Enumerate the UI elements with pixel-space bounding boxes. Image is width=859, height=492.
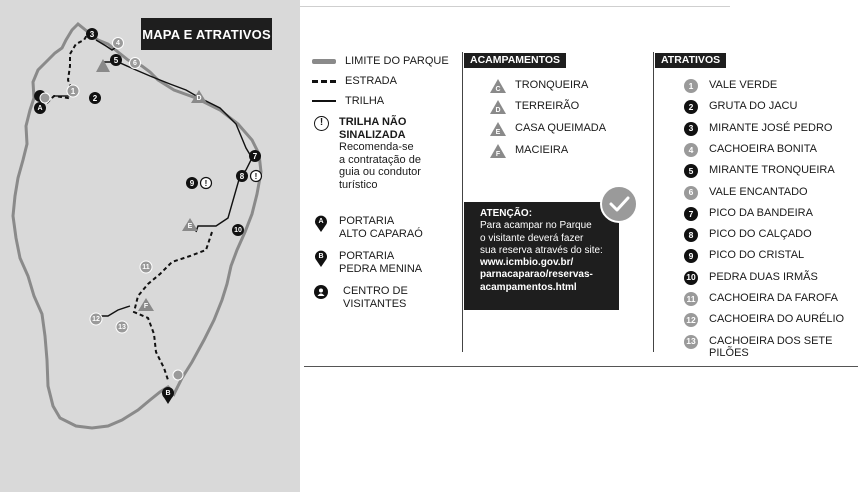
attraction-label: PICO DA BANDEIRA <box>709 206 813 219</box>
attraction-label: CACHOEIRA DOS SETE PILÕES <box>709 334 833 360</box>
marker-label-5: 5 <box>113 55 119 65</box>
gate-a-icon <box>314 215 328 233</box>
camp-e-icon-letter: E <box>495 129 501 136</box>
attraction-label: VALE VERDE <box>709 79 778 91</box>
camp-item-d <box>490 100 579 114</box>
attraction-number-icon: 9 <box>684 249 698 263</box>
warning-icon-9: ! <box>204 178 208 188</box>
gate-a-line2: ALTO CAPARAÓ <box>339 227 423 240</box>
camp-label-f: F <box>143 302 149 310</box>
attraction-item-3 <box>684 122 832 136</box>
marker-label-12: 12 <box>92 315 100 323</box>
trail-swatch <box>312 100 336 102</box>
warning-icon-8: ! <box>254 171 258 181</box>
attraction-item-1 <box>684 79 777 93</box>
visitor-center-icon <box>314 285 328 299</box>
legend-park-limit <box>312 55 449 68</box>
attraction-number-icon: 7 <box>684 207 698 221</box>
marker-label-1: 1 <box>70 86 76 96</box>
attraction-number-icon: 8 <box>684 228 698 242</box>
attraction-item-13 <box>684 335 858 360</box>
camp-f-label: MACIEIRA <box>515 144 569 156</box>
attraction-number-icon: 12 <box>684 313 698 327</box>
attraction-number-icon: 3 <box>684 122 698 136</box>
map-drawing <box>0 0 300 492</box>
attraction-number-icon: 1 <box>684 79 698 93</box>
attraction-label: MIRANTE TRONQUEIRA <box>709 164 835 177</box>
attraction-item-6 <box>684 186 808 200</box>
check-icon <box>600 185 638 223</box>
reservation-link-1[interactable]: www.icmbio.gov.br/ <box>480 257 574 269</box>
map-title: MAPA E ATRATIVOS <box>141 18 272 50</box>
attractions-header: ATRATIVOS <box>655 53 726 68</box>
column-divider-2 <box>653 52 654 352</box>
camp-e-icon <box>490 122 506 136</box>
attraction-label: GRUTA DO JACU <box>709 100 798 113</box>
reservation-link-3[interactable]: acampamentos.html <box>480 281 577 293</box>
camp-d-icon <box>490 100 506 114</box>
unmarked-trail-note-4: turístico <box>339 178 378 191</box>
gate-a-icon-letter: A <box>318 218 324 225</box>
camp-label-c <box>97 62 109 72</box>
park-limit-swatch <box>312 59 336 64</box>
attraction-label: CACHOEIRA BONITA <box>709 142 817 155</box>
attraction-item-8 <box>684 228 812 242</box>
visitor-center-b <box>173 370 183 380</box>
visitor-center-line1: CENTRO DE <box>343 285 408 297</box>
unmarked-trail-note-2: a contratação de <box>339 153 421 166</box>
gate-label-a: A <box>37 104 43 112</box>
camp-c-icon <box>490 79 506 93</box>
trail-label: TRILHA <box>345 95 385 107</box>
park-limit-label: LIMITE DO PARQUE <box>345 55 449 67</box>
attraction-label: VALE ENCANTADO <box>709 185 808 198</box>
attraction-number-icon: 2 <box>684 100 698 114</box>
marker-label-3: 3 <box>89 29 95 39</box>
attraction-label: PICO DO CALÇADO <box>709 228 812 241</box>
attraction-number-icon: 5 <box>684 164 698 178</box>
camp-item-e <box>490 122 606 136</box>
camps-header: ACAMPAMENTOS <box>464 53 566 68</box>
gate-a-line1: PORTARIA <box>339 215 395 227</box>
attraction-label: CACHOEIRA DO AURÉLIO <box>709 313 845 326</box>
legend-panel <box>304 48 858 367</box>
marker-label-8: 8 <box>239 171 245 181</box>
camp-item-f <box>490 144 568 158</box>
gate-b-line2: PEDRA MENINA <box>339 262 423 275</box>
attraction-item-4 <box>684 143 817 157</box>
camp-d-label: TERREIRÃO <box>515 100 580 112</box>
unmarked-trail-note-1: Recomenda-se <box>339 141 414 153</box>
attraction-item-7 <box>684 207 813 221</box>
marker-label-9: 9 <box>189 178 195 188</box>
attention-box <box>464 202 619 310</box>
camp-f-icon-letter: F <box>495 151 501 158</box>
attraction-label: PEDRA DUAS IRMÃS <box>709 270 818 283</box>
trail-path <box>104 62 252 232</box>
camp-d-icon-letter: D <box>495 107 501 114</box>
attraction-item-5 <box>684 164 835 178</box>
park-boundary <box>13 24 261 428</box>
park-map[interactable] <box>0 0 300 492</box>
camp-item-c <box>490 79 588 93</box>
legend-unmarked-trail <box>314 116 421 191</box>
camp-e-label: CASA QUEIMADA <box>515 122 607 134</box>
legend-gate-a <box>314 215 423 240</box>
attraction-item-11 <box>684 292 838 306</box>
road-swatch <box>312 80 336 83</box>
attraction-label: MIRANTE JOSÉ PEDRO <box>709 121 833 134</box>
unmarked-trail-note-3: guia ou condutor <box>339 166 421 178</box>
attraction-item-2 <box>684 100 797 114</box>
attention-line1: Para acampar no Parque <box>480 220 592 232</box>
camp-label-e: E <box>187 222 193 230</box>
attraction-item-9 <box>684 249 804 263</box>
attraction-number-icon: 6 <box>684 186 698 200</box>
gate-b-icon <box>314 250 328 268</box>
camp-c-label: TRONQUEIRA <box>515 79 589 91</box>
attraction-label: CACHOEIRA DA FAROFA <box>709 292 838 304</box>
gate-b-line1: PORTARIA <box>339 250 395 262</box>
attraction-item-10 <box>684 271 818 285</box>
road-label: ESTRADA <box>345 75 397 87</box>
marker-label-6: 6 <box>133 59 137 67</box>
attraction-item-12 <box>684 313 844 327</box>
column-divider-1 <box>462 52 463 352</box>
attraction-number-icon: 13 <box>684 335 698 349</box>
attraction-number-icon: 10 <box>684 271 698 285</box>
camp-c-icon-letter: C <box>495 86 501 93</box>
unmarked-trail-title-1: TRILHA NÃO <box>339 116 407 128</box>
divider <box>300 6 730 7</box>
camp-f-icon <box>490 144 506 158</box>
legend-gate-b <box>314 250 422 275</box>
warning-icon: ! <box>314 116 329 131</box>
marker-label-7: 7 <box>252 151 258 161</box>
reservation-link-2[interactable]: parnacaparao/reservas- <box>480 269 593 281</box>
camp-label-d: D <box>196 94 202 102</box>
attention-line3: sua reserva através do site: <box>480 244 603 256</box>
attraction-number-icon: 11 <box>684 292 698 306</box>
marker-label-10: 10 <box>234 226 242 234</box>
unmarked-trail-title-2: SINALIZADA <box>339 128 406 141</box>
legend-visitor-center <box>314 285 408 310</box>
attraction-label: PICO DO CRISTAL <box>709 249 805 262</box>
legend-trail <box>312 95 384 108</box>
attraction-number-icon: 4 <box>684 143 698 157</box>
visitor-center-line2: VISITANTES <box>343 297 407 310</box>
marker-label-13: 13 <box>118 323 126 331</box>
marker-label-11: 11 <box>142 263 150 271</box>
gate-b-icon-letter: B <box>318 253 324 260</box>
gate-label-b: B <box>165 389 171 397</box>
legend-road <box>312 75 397 88</box>
marker-label-2: 2 <box>92 93 98 103</box>
attention-title: ATENÇÃO: <box>480 208 533 219</box>
attention-line2: o visitante deverá fazer <box>480 232 584 244</box>
marker-label-4: 4 <box>116 39 120 47</box>
